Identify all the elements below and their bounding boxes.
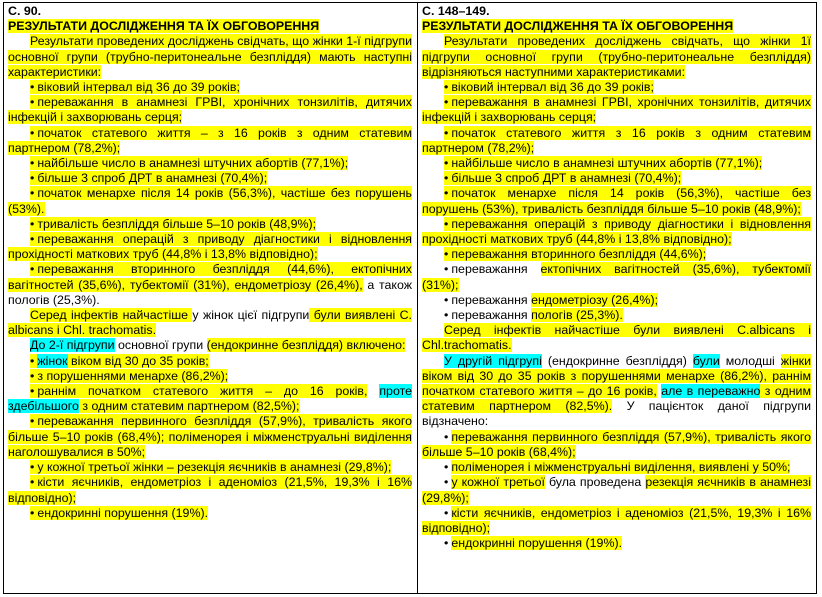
- list-item: • кісти яєчників, ендометріоз і аденоміоз (21,5%, 19,3% і 16% відповідно);: [422, 505, 811, 535]
- list-item: • з порушеннями менархе (86,2%);: [30, 368, 229, 383]
- left-column: [4, 3, 418, 594]
- left-bullet-list-1: [8, 80, 412, 308]
- list-item: • переважання первинного безпліддя (57,9%), тривалість якого більше 5–10 років (68,4%); поліменорея і міжменструальні виділення наголошувалися в 50%;: [8, 414, 412, 459]
- list-item: • переважання операцій з приводу діагностики і відновлення прохідності маткових труб (44,8% і 13,8% відповідно);: [422, 216, 811, 247]
- list-item: • поліменорея і міжменструальні виділення, виявлені у 50%;: [444, 460, 791, 475]
- comparison-table: [3, 2, 817, 594]
- left-group2-intro: До 2-ї підгрупи основної групи (ендокринне безпліддя) включено:: [30, 338, 406, 353]
- list-item: • раннім початком статевого життя – до 16 років, проте здебільшого з одним статевим партнером (82,5%);: [8, 384, 412, 414]
- list-item: • більше 3 спроб ДРТ в анамнезі (70,4%);: [30, 171, 268, 186]
- left-infections-paragraph: Серед інфектів найчастіше у жінок цієї підгрупи були виявлені C. albicans і Chl. trachomatis.: [8, 308, 412, 338]
- left-bullet-list-2: [8, 354, 412, 521]
- list-item: • переважання операцій з приводу діагностики і відновлення прохідності маткових труб (44,8% і 13,8% відповідно);: [8, 232, 412, 262]
- list-item: • переважання первинного безпліддя (57,9%), тривалість якого більше 5–10 років (68,4%);: [422, 429, 811, 459]
- table-row: [4, 3, 817, 594]
- list-item: • віковий інтервал від 36 до 39 років;: [444, 80, 654, 95]
- right-group2-paragraph: У другій підгрупі (ендокринне безпліддя) були молодші жінки віком від 30 до 35 років з порушеннями менархе (86,2%), раннім початком статевого життя – до 16 років, але в переважно з одним статевим партнером (82,5%). У пацієнток даної підгрупи відзначено:: [422, 353, 812, 429]
- list-item: • переважання в анамнезі ГРВІ, хронічних тонзилітів, дитячих інфекцій і захворювань серця;: [422, 95, 811, 125]
- list-item: • найбільше число в анамнезі штучних абортів (77,1%);: [30, 156, 349, 171]
- right-infections-paragraph: Серед інфектів найчастіше були виявлені C.albicans і Chl.trachomatis.: [422, 323, 811, 353]
- right-heading: РЕЗУЛЬТАТИ ДОСЛІДЖЕННЯ ТА ЇХ ОБГОВОРЕННЯ: [422, 19, 734, 34]
- right-intro: Результати проведених досліджень свідчать, що жінки 1ї підгрупи основної групи (трубно-перитонеальне безпліддя) відрізняються наступними характеристиками:: [422, 34, 811, 79]
- list-item: • переважання пологів (25,3%).: [444, 308, 623, 323]
- list-item: • ендокринні порушення (19%).: [30, 505, 209, 520]
- list-item: • переважання ендометріозу (26,4%);: [444, 292, 659, 307]
- list-item: • переважання вторинного безпліддя (44,6%);: [444, 247, 707, 262]
- left-page-ref: С. 90.: [8, 4, 42, 18]
- list-item: • найбільше число в анамнезі штучних абортів (77,1%);: [444, 156, 763, 171]
- list-item: • віковий інтервал від 36 до 39 років;: [30, 80, 240, 95]
- right-page-ref: С. 148–149.: [422, 4, 490, 18]
- list-item: • жінок віком від 30 до 35 років;: [30, 353, 209, 368]
- list-item: • переважання в анамнезі ГРВІ, хронічних тонзилітів, дитячих інфекцій і захворювань серця;: [8, 95, 412, 125]
- list-item: • більше 3 спроб ДРТ в анамнезі (70,4%);: [444, 171, 682, 186]
- list-item: • тривалість безпліддя більше 5–10 років (48,9%);: [30, 216, 317, 231]
- left-heading: РЕЗУЛЬТАТИ ДОСЛІДЖЕННЯ ТА ЇХ ОБГОВОРЕННЯ: [8, 19, 320, 34]
- right-bullet-list-1: [422, 80, 811, 323]
- left-intro: Результати проведених досліджень свідчать, що жінки 1-ї підгрупи основної групи (трубно-перитонеальне безпліддя) мають наступні характеристики:: [8, 34, 412, 79]
- list-item: • у кожної третьої жінки – резекція яєчників в анамнезі (29,8%);: [30, 460, 392, 475]
- list-item: • початок статевого життя – з 16 років з одним статевим партнером (78,2%);: [8, 125, 412, 155]
- list-item: • переважання ектопічних вагітностей (35,6%), тубектомії (31%);: [422, 262, 811, 292]
- list-item: • початок менархе після 14 років (56,3%), частіше без порушень (53%).: [8, 186, 412, 216]
- right-bullet-list-2: [422, 430, 811, 552]
- list-item: • кісти яєчників, ендометріоз і аденоміоз (21,5%, 19,3% і 16% відповідно);: [8, 475, 412, 505]
- list-item: • початок статевого життя з 16 років з одним статевим партнером (78,2%);: [422, 125, 811, 155]
- list-item: • ендокринні порушення (19%).: [444, 536, 623, 551]
- right-column: [418, 3, 817, 594]
- list-item: • у кожної третьої була проведена резекція яєчників в анамнезі (29,8%);: [422, 475, 811, 505]
- list-item: • початок менархе після 14 років (56,3%), частіше без порушень (53%), тривалість безпліддя більше 5–10 років (48,9%);: [422, 186, 811, 216]
- list-item: • переважання вторинного безпліддя (44,6%), ектопічних вагітностей (35,6%), тубектомії (31%), ендометріозу (26,4%), а також пологів (25,3%).: [8, 262, 413, 307]
